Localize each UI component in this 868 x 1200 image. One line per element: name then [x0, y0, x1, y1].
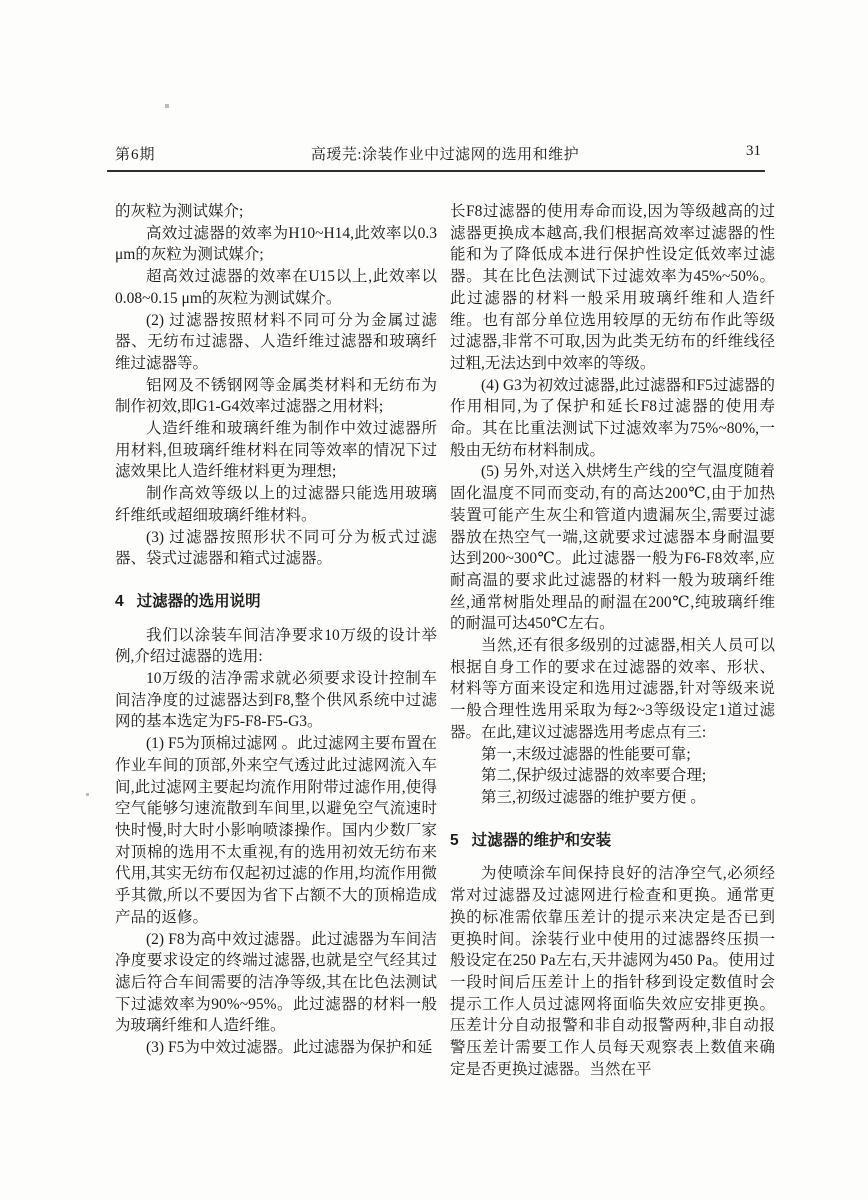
paragraph: (2) 过滤器按照材料不同可分为金属过滤器、无纺布过滤器、人造纤维过滤器和玻璃纤维过滤器等。: [115, 311, 438, 372]
paragraph: (1) F5为顶棉过滤网 。此过滤网主要布置在作业车间的顶部,外来空气透过此过滤网流入车间,此过滤网主要起均流作用附带过滤作用,使得空气能够匀速流散到车间里,以避免空气流速时快时慢,时大时小影响喷漆操作。国内少数厂家对顶棉的选用不太重视,有的选用初效无纺布来代用,其实无纺布仅起初过滤的作用,均流作用微乎其微,所以不要因为省下占额不大的顶棉造成产品的返修。: [115, 735, 438, 926]
paragraph: 第三,初级过滤器的维护要方便 。: [481, 788, 706, 806]
right-column: [450, 201, 775, 1080]
page-header: [115, 143, 775, 165]
paragraph: 人造纤维和玻璃纤维为制作中效过滤器所用材料,但玻璃纤维材料在同等效率的情况下过滤效果比人造纤维材料更为理想;: [115, 420, 438, 481]
paragraph: 制作高效等级以上的过滤器只能选用玻璃纤维纸或超细玻璃纤维材料。: [115, 485, 438, 524]
section-heading: [115, 591, 437, 613]
paragraph: 的灰粒为测试媒介;: [115, 203, 244, 220]
paragraph: 第一,末级过滤器的性能要可靠;: [481, 745, 691, 763]
page-number: 31: [746, 143, 761, 159]
section-heading: [450, 830, 775, 852]
paragraph: 10万级的洁净需求就必须要求设计控制车间洁净度的过滤器达到F8,整个供风系统中过滤网的基本选定为F5-F8-F5-G3。: [115, 670, 438, 731]
section-title: 过滤器的维护和安装: [471, 831, 612, 849]
section-title: 过滤器的选用说明: [136, 592, 261, 610]
section-number: 5: [450, 831, 459, 849]
paragraph: (3) 过滤器按照形状不同可分为板式过滤器、袋式过滤器和箱式过滤器。: [115, 528, 438, 568]
header-rule: [107, 170, 765, 172]
paragraph: (5) 另外,对送入烘烤生产线的空气温度随着固化温度不同而变动,有的高达200℃,由于加热装置可能产生灰尘和管道内遗漏灰尘,需要过滤器放在热空气一端,这就要求过滤器本身耐温要达到200~300℃。此过滤器一般为F6-F8效率,应耐高温的要求此过滤器的材料一般为玻璃纤维丝,通常树脂处理品的耐温在200℃,纯玻璃纤维的耐温可达450℃左右。: [450, 463, 775, 633]
paragraph: (3) F5为中效过滤器。此过滤器为保护和延: [146, 1039, 433, 1057]
paragraph: 第二,保护级过滤器的效率要合理;: [481, 767, 707, 785]
paragraph: 我们以涂装车间洁净要求10万级的设计举例,介绍过滤器的选用:: [115, 626, 438, 666]
left-column: [115, 201, 437, 1080]
paragraph: 高效过滤器的效率为H10~H14,此效率以0.3 μm的灰粒为测试媒介;: [115, 224, 438, 264]
paragraph: 超高效过滤器的效率在U15以上,此效率以0.08~0.15 μm的灰粒为测试媒介。: [115, 268, 438, 307]
section-number: 4: [115, 592, 124, 610]
paragraph: 为使喷涂车间保持良好的洁净空气,必须经常对过滤器及过滤网进行检查和更换。通常更换的标准需依靠压差计的提示来决定是否已到更换时间。涂装行业中使用的过滤器终压损一般设定在250 Pa左右,天井滤网为450 Pa。使用过一段时间后压差计上的指针移到设定数值时会提示工作人员过滤网将面临失效应安排更换。压差计分自动报警和非自动报警两种,非自动报警压差计需要工作人员每天观察表上数值来确定是否更换过滤器。当然在平: [450, 865, 775, 1078]
running-title: 高瑷芫:涂装作业中过滤网的选用和维护: [310, 147, 580, 163]
issue-label: 第6期: [115, 147, 156, 163]
scan-artifact: [86, 793, 89, 796]
paragraph: 当然,还有很多级别的过滤器,相关人员可以根据自身工作的要求在过滤器的效率、形状、材料等方面来设定和选用过滤器,针对等级来说一般合理性选用采取为每2~3等级设定1道过滤器。在此,建议过滤器选用考虑点有三:: [450, 637, 775, 741]
paragraph: 长F8过滤器的使用寿命而设,因为等级越高的过滤器更换成本越高,我们根据高效率过滤器的性能和为了降低成本进行保护性设定低效率过滤器。其在比色法测试下过滤效率为45%~50%。此过滤器的材料一般采用玻璃纤维和人造纤维。也有部分单位选用较厚的无纺布作此等级过滤器,非常不可取,因为此类无纺布的纤维线径过粗,无法达到中效率的等级。: [450, 203, 775, 372]
paragraph: (2) F8为高中效过滤器。此过滤器为车间洁净度要求设定的终端过滤器,也就是空气经其过滤后符合车间需要的洁净等级,其在比色法测试下过滤效率为90%~95%。此过滤器的材料一般为玻璃纤维和人造纤维。: [115, 930, 438, 1035]
paragraph: 铝网及不锈钢网等金属类材料和无纺布为制作初效,即G1-G4效率过滤器之用材料;: [115, 376, 438, 416]
scan-artifact: [165, 104, 169, 108]
paragraph: (4) G3为初效过滤器,此过滤器和F5过滤器的作用相同,为了保护和延长F8过滤器的使用寿命。其在比重法测试下过滤效率为75%~80%,一般由无纺布材料制成。: [450, 376, 775, 459]
article-body: [115, 201, 775, 1080]
